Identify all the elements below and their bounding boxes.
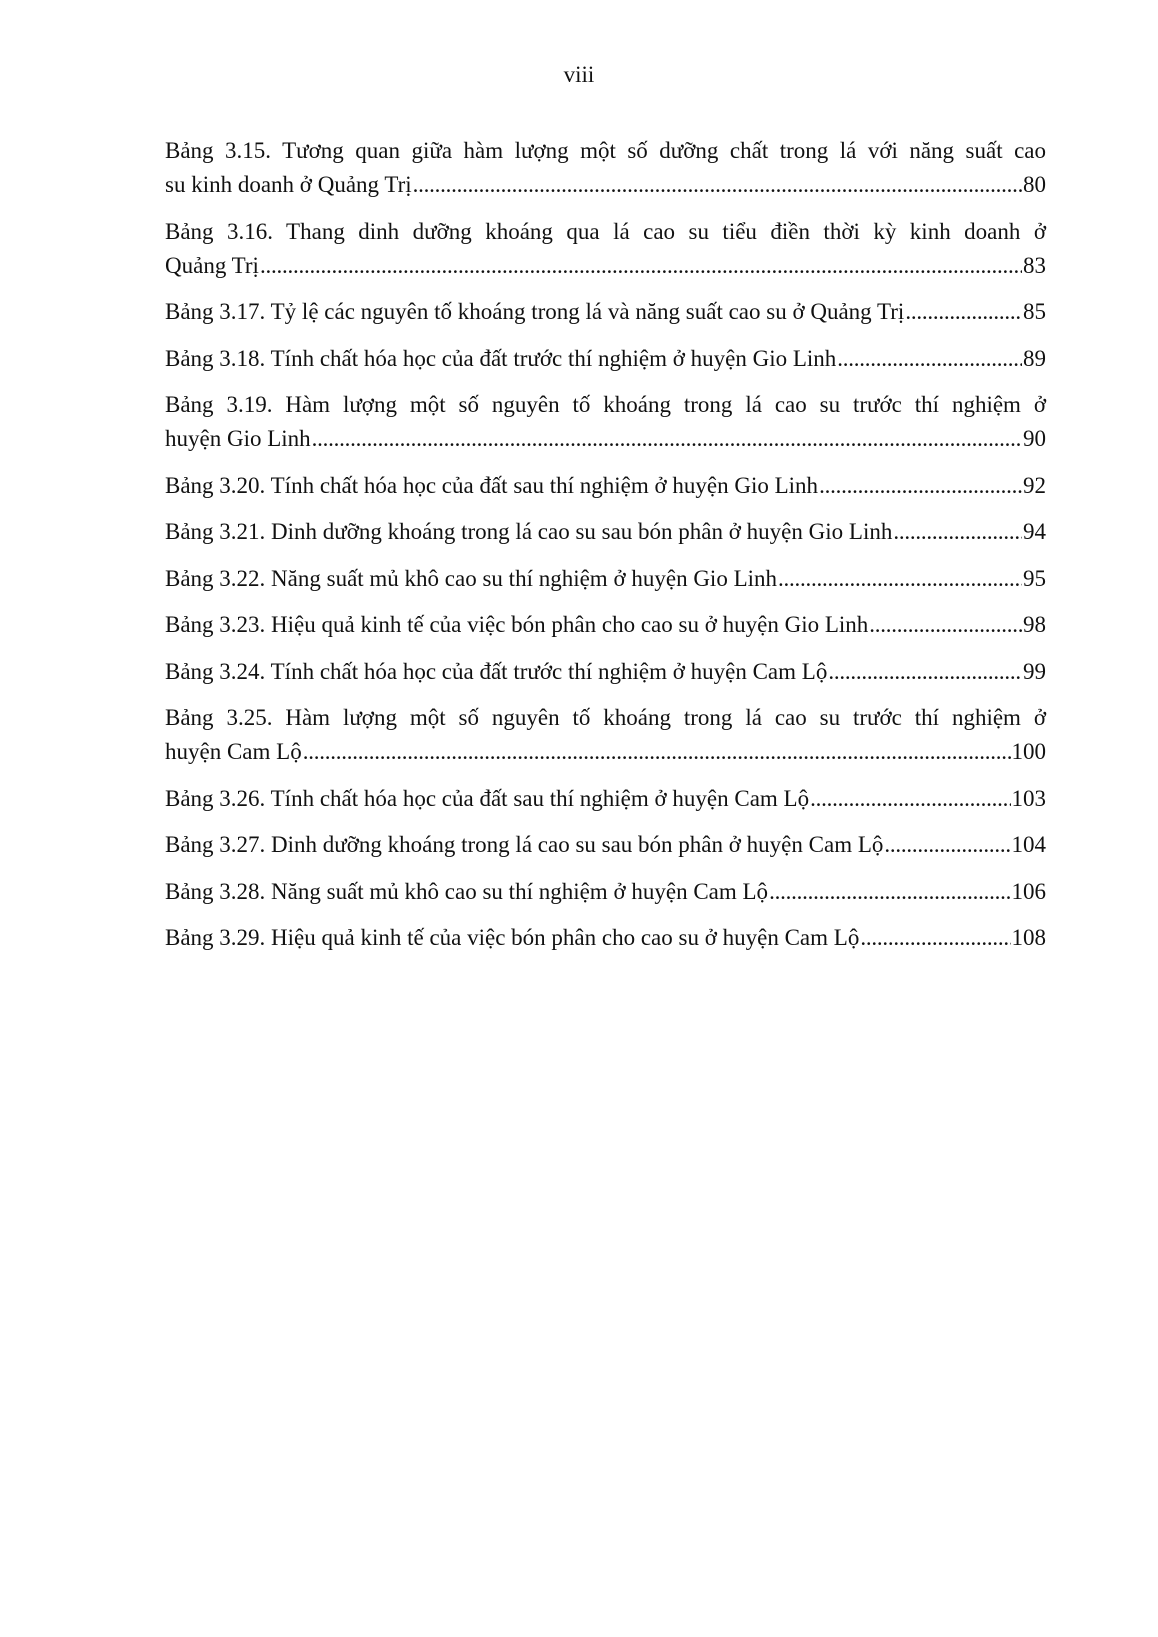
toc-entry-page: 100 (1011, 739, 1046, 764)
dot-leader (413, 168, 1022, 202)
toc-entry-title: Bảng 3.18. Tính chất hóa học của đất trước thí nghiệm ở huyện Gio Linh (165, 345, 837, 371)
toc-entry-page: 90 (1023, 426, 1046, 451)
toc-entry-page: 94 (1023, 519, 1046, 544)
toc-entry-title: Bảng 3.24. Tính chất hóa học của đất trước thí nghiệm ở huyện Cam Lộ (165, 658, 828, 684)
toc-entry-page: 83 (1023, 252, 1046, 278)
toc-entry-page: 92 (1023, 472, 1046, 498)
toc-entry-page: 98 (1023, 612, 1046, 637)
toc-entry-title: Bảng 3.25. Hàm lượng một số nguyên tố khoáng trong lá cao su trước thí nghiệm ở (165, 705, 1046, 730)
toc-entry-page: 80 (1023, 172, 1046, 197)
toc-entry-page: 103 (1011, 785, 1046, 811)
toc-entry-3-19[interactable] (165, 388, 1046, 456)
table-of-tables-list (165, 134, 1046, 968)
dot-leader (884, 828, 1010, 862)
toc-entry-page: 95 (1023, 565, 1046, 591)
toc-entry-3-18[interactable] (165, 342, 1046, 376)
toc-entry-title-cont: huyện Gio Linh (165, 426, 311, 451)
toc-entry-3-16[interactable] (165, 215, 1046, 283)
toc-entry-title: Bảng 3.23. Hiệu quả kinh tế của việc bón phân cho cao su ở huyện Gio Linh (165, 612, 869, 637)
toc-entry-3-28[interactable] (165, 875, 1046, 909)
toc-entry-title-cont: su kinh doanh ở Quảng Trị (165, 172, 412, 197)
toc-entry-3-17[interactable] (165, 295, 1046, 329)
dot-leader (893, 515, 1022, 549)
toc-entry-title: Bảng 3.16. Thang dinh dưỡng khoáng qua lá cao su tiểu điền thời kỳ kinh doanh ở (165, 218, 1046, 244)
toc-entry-page: 108 (1011, 925, 1046, 950)
toc-entry-3-27[interactable] (165, 828, 1046, 862)
toc-entry-title: Bảng 3.21. Dinh dưỡng khoáng trong lá cao su sau bón phân ở huyện Gio Linh (165, 519, 893, 544)
dot-leader (828, 655, 1022, 689)
toc-entry-3-24[interactable] (165, 655, 1046, 689)
toc-entry-3-22[interactable] (165, 562, 1046, 596)
toc-entry-3-25[interactable] (165, 701, 1046, 769)
dot-leader (905, 295, 1022, 329)
toc-entry-title: Bảng 3.20. Tính chất hóa học của đất sau thí nghiệm ở huyện Gio Linh (165, 472, 819, 498)
toc-entry-3-15[interactable] (165, 134, 1046, 202)
toc-entry-title: Bảng 3.22. Năng suất mủ khô cao su thí nghiệm ở huyện Gio Linh (165, 565, 778, 591)
toc-entry-title: Bảng 3.19. Hàm lượng một số nguyên tố khoáng trong lá cao su trước thí nghiệm ở (165, 392, 1046, 417)
dot-leader (778, 562, 1022, 596)
toc-entry-3-29[interactable] (165, 921, 1046, 955)
toc-entry-page: 106 (1011, 878, 1046, 904)
toc-entry-title: Bảng 3.29. Hiệu quả kinh tế của việc bón phân cho cao su ở huyện Cam Lộ (165, 925, 860, 950)
dot-leader (260, 249, 1022, 283)
toc-entry-title: Bảng 3.15. Tương quan giữa hàm lượng một số dưỡng chất trong lá với năng suất cao (165, 138, 1046, 163)
dot-leader (810, 782, 1010, 816)
toc-entry-3-21[interactable] (165, 515, 1046, 549)
dot-leader (303, 735, 1011, 769)
toc-entry-title: Bảng 3.27. Dinh dưỡng khoáng trong lá cao su sau bón phân ở huyện Cam Lộ (165, 832, 884, 857)
toc-entry-page: 85 (1023, 299, 1046, 324)
toc-entry-title-cont: huyện Cam Lộ (165, 739, 302, 764)
toc-entry-title: Bảng 3.28. Năng suất mủ khô cao su thí nghiệm ở huyện Cam Lộ (165, 878, 769, 904)
toc-entry-page: 99 (1023, 658, 1046, 684)
toc-entry-page: 89 (1023, 345, 1046, 371)
toc-entry-3-23[interactable] (165, 608, 1046, 642)
dot-leader (819, 469, 1022, 503)
toc-entry-title: Bảng 3.17. Tỷ lệ các nguyên tố khoáng trong lá và năng suất cao su ở Quảng Trị (165, 299, 905, 324)
dot-leader (860, 921, 1010, 955)
toc-entry-3-26[interactable] (165, 782, 1046, 816)
toc-entry-title-cont: Quảng Trị (165, 252, 259, 278)
toc-entry-title: Bảng 3.26. Tính chất hóa học của đất sau thí nghiệm ở huyện Cam Lộ (165, 785, 810, 811)
dot-leader (869, 608, 1022, 642)
toc-entry-3-20[interactable] (165, 469, 1046, 503)
dot-leader (312, 422, 1022, 456)
dot-leader (769, 875, 1010, 909)
page-number: viii (563, 62, 595, 87)
toc-entry-page: 104 (1011, 832, 1046, 857)
dot-leader (837, 342, 1022, 376)
